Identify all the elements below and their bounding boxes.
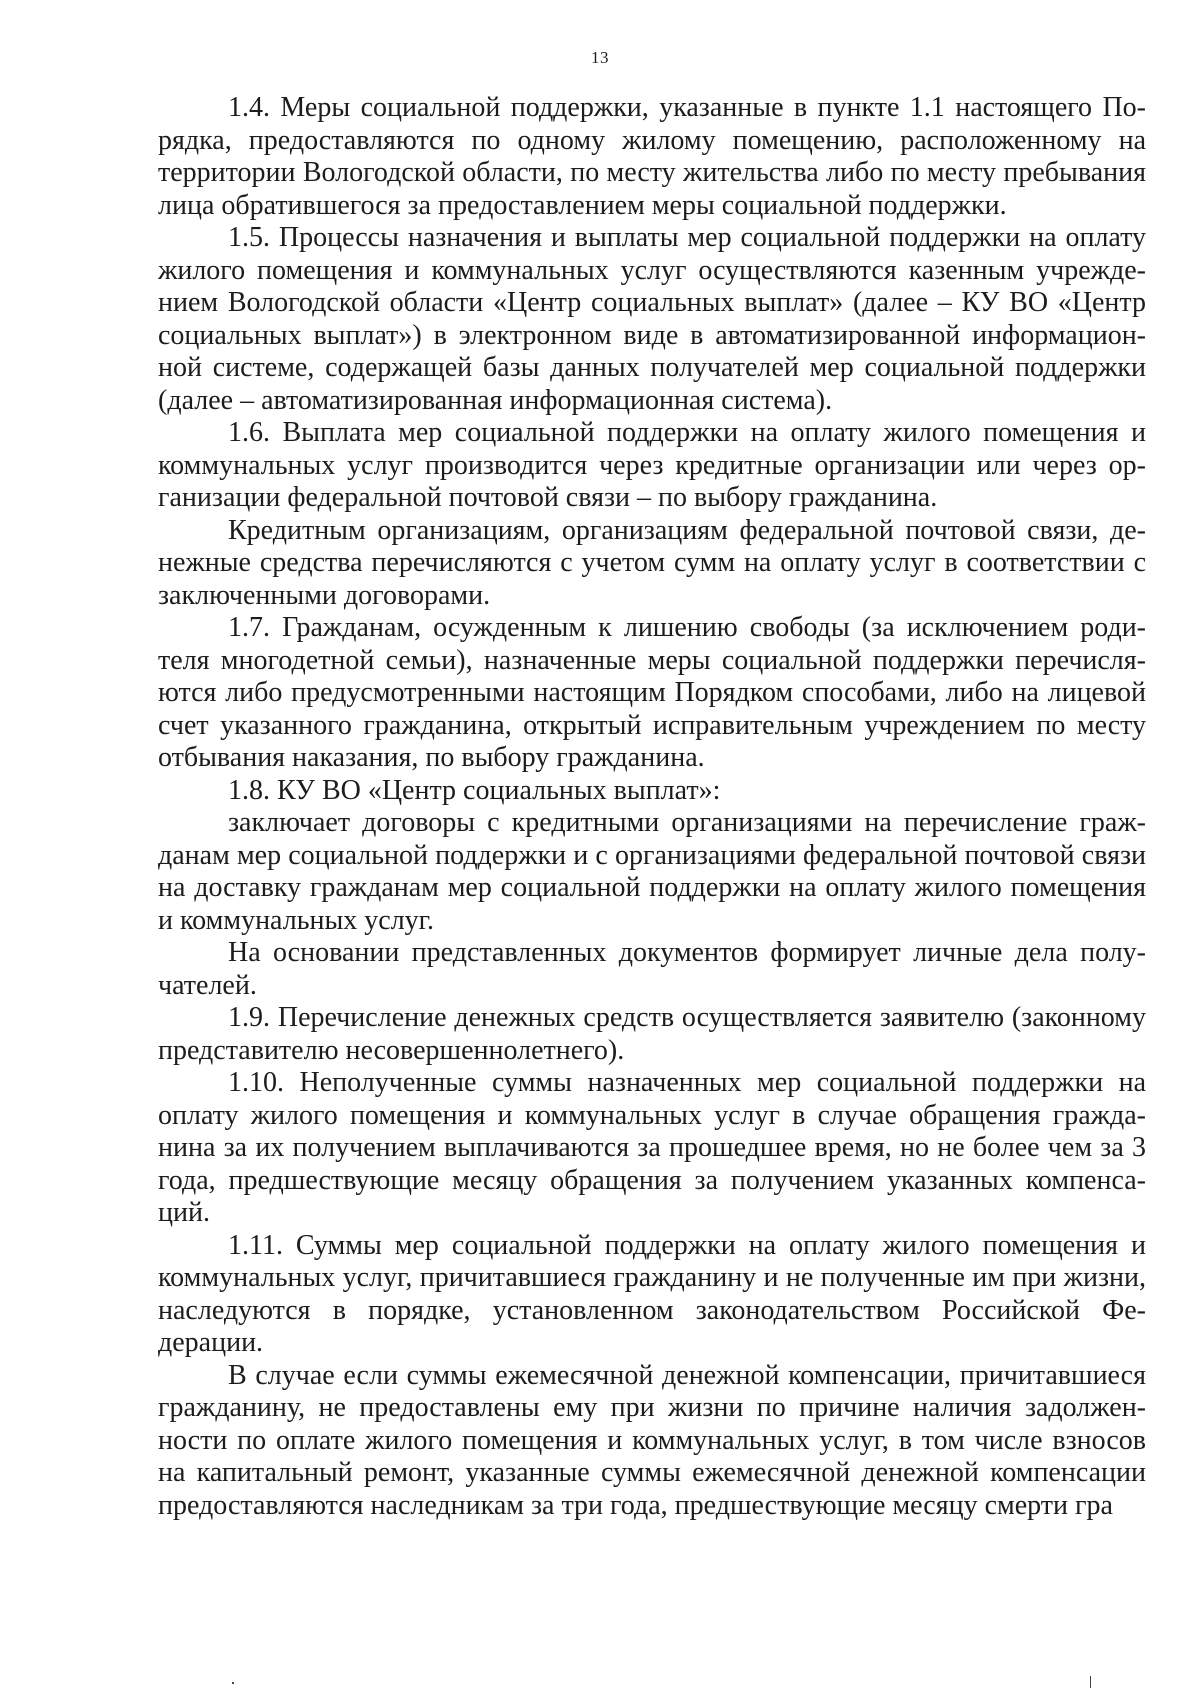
- scan-mark-right: [1090, 1676, 1091, 1688]
- paragraph-1-5: 1.5. Процессы назначения и выплаты мер социальной поддержки на оплату жилого помещения и коммунальных услуг осуществляются казенным учреждением Вологодской области «Центр социальных выплат» (далее – КУ ВО «Центр социальных выплат») в электронном виде в автоматизированной информационной системе, содержащей базы данных получателей мер социальной поддержки (далее – автоматизированная информационная система).: [158, 222, 1146, 416]
- paragraph-1-8: 1.8. КУ ВО «Центр социальных выплат»:: [228, 774, 721, 806]
- document-body: [158, 92, 1146, 1522]
- paragraph-1-9: 1.9. Перечисление денежных средств осуществляется заявителю (законному представителю несовершеннолетнего).: [158, 1002, 1146, 1066]
- paragraph-contracts: заключает договоры с кредитными организациями на перечисление гражданам мер социальной поддержки и с организациями федеральной почтовой связи на доставку гражданам мер социальной поддержки на оплату жилого помещения и коммунальных услуг.: [158, 807, 1146, 936]
- scan-mark-left: [232, 1682, 234, 1684]
- page-number: 13: [591, 48, 609, 67]
- paragraph-inheritance: В случае если суммы ежемесячной денежной компенсации, причитавшиеся гражданину, не предоставлены ему при жизни по причине наличия задолженности по оплате жилого помещения и коммунальных услуг, в том числе взносов на капитальный ремонт, указанные суммы ежемесячной денежной компенсации предоставляются наследникам за три года, предшествующие месяцу смерти гра: [158, 1359, 1146, 1521]
- paragraph-credit-organizations: Кредитным организациям, организациям федеральной почтовой связи, денежные средства перечисляются с учетом сумм на оплату услуг в соответствии с заключенными договорами.: [158, 514, 1146, 611]
- paragraph-1-11: 1.11. Суммы мер социальной поддержки на оплату жилого помещения и коммунальных услуг, причитавшиеся гражданину и не полученные им при жизни, наследуются в порядке, установленном законодательством Российской Федерации.: [158, 1229, 1146, 1358]
- paragraph-personal-files: На основании представленных документов формирует личные дела получателей.: [158, 937, 1146, 1001]
- paragraph-1-6: 1.6. Выплата мер социальной поддержки на оплату жилого помещения и коммунальных услуг производится через кредитные организации или через организации федеральной почтовой связи – по выбору гражданина.: [158, 417, 1146, 513]
- paragraph-1-10: 1.10. Неполученные суммы назначенных мер социальной поддержки на оплату жилого помещения и коммунальных услуг в случае обращения гражданина за их получением выплачиваются за прошедшее время, но не более чем за 3 года, предшествующие месяцу обращения за получением указанных компенсаций.: [158, 1067, 1146, 1228]
- paragraph-1-7: 1.7. Гражданам, осужденным к лишению свободы (за исключением родителя многодетной семьи), назначенные меры социальной поддержки перечисляются либо предусмотренными настоящим Порядком способами, либо на лицевой счет указанного гражданина, открытый исправительным учреждением по месту отбывания наказания, по выбору гражданина.: [158, 612, 1146, 773]
- paragraph-1-4: 1.4. Меры социальной поддержки, указанные в пункте 1.1 настоящего Порядка, предоставляются по одному жилому помещению, расположенному на территории Вологодской области, по месту жительства либо по месту пребывания лица обратившегося за предоставлением меры социальной поддержки.: [158, 92, 1146, 221]
